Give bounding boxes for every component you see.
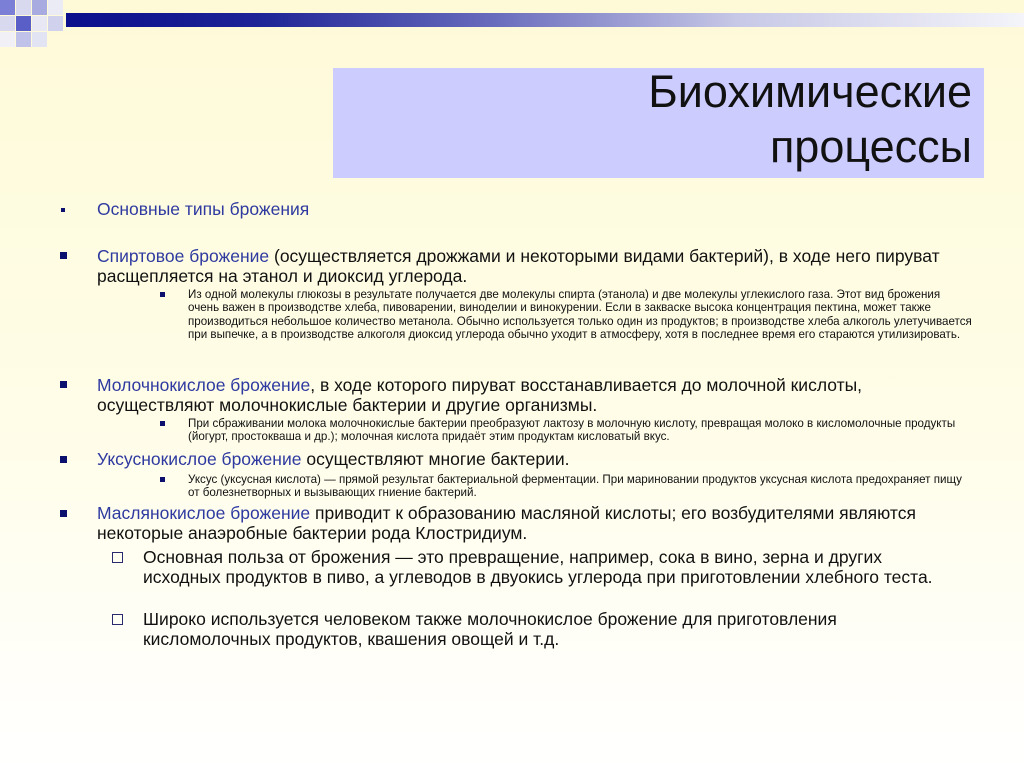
list-item — [97, 375, 977, 415]
sub-bullet-square — [160, 292, 165, 297]
fermentation-description: (осуществляется дрожжами и некоторыми видами бактерий), в ходе него пируват расщепляется на этанол и диоксид углерода. — [97, 246, 940, 286]
conclusion-item: Широко используется человеком также молочнокислое брожение для приготовления кисломолочных продуктов, квашения овощей и т.д. — [143, 609, 837, 649]
fermentation-type: Спиртовое брожение — [97, 246, 270, 266]
hollow-bullet — [112, 614, 123, 625]
bullet-square-small — [61, 208, 65, 212]
sub-bullet-square — [160, 421, 165, 426]
list-item — [97, 449, 977, 469]
fermentation-type: Молочнокислое брожение — [97, 375, 311, 395]
bullet-square — [60, 510, 67, 517]
fermentation-type: Уксуснокислое брожение — [97, 449, 302, 469]
fermentation-description: приводит к образованию масляной кислоты; его возбудителями являются некоторые анаэробные бактерии рода Клостридиум. — [97, 503, 916, 543]
fermentation-description: , в ходе которого пируват восстанавливается до молочной кислоты, осуществляют молочнокислые бактерии и другие организмы. — [97, 375, 863, 415]
hollow-bullet — [112, 552, 123, 563]
list-item-note: Уксус (уксусная кислота) — прямой результат бактериальной ферментации. При мариновании продуктов уксусная кислота предохраняет пищу от болезнетворных и вызывающих гниение бактерий. — [188, 473, 962, 500]
bullet-square — [60, 381, 67, 388]
sub-bullet-square — [160, 477, 165, 482]
fermentation-type: Маслянокислое брожение — [97, 503, 311, 523]
fermentation-description: осуществляют многие бактерии. — [301, 449, 570, 469]
list-item-note: Из одной молекулы глюкозы в результате получается две молекулы спирта (этанола) и две молекулы углекислого газа. Этот вид брожения очень важен в производстве хлеба, пивоварении, виноделии и винокурении. Если в закваске высока концентрация пектина, может также производиться небольшое количество метанола. Обычно используется только один из продуктов; в производстве хлеба алкоголь улетучивается при выпечке, а в производстве алкоголя диоксид углерода обычно уходит в атмосферу, хотя в последнее время его стараются утилизировать. — [188, 288, 972, 341]
section-subtitle: Основные типы брожения — [97, 199, 310, 219]
list-item-note: При сбраживании молока молочнокислые бактерии преобразуют лактозу в молочную кислоту, превращая молоко в кисломолочные продукты (йогурт, простокваша и др.); молочная кислота придаёт этим продуктам кисловатый вкус. — [188, 417, 956, 444]
bullet-square — [60, 456, 67, 463]
list-item — [97, 246, 977, 286]
slide-title-text: Биохимические процессы — [648, 66, 972, 172]
list-item — [97, 503, 977, 543]
conclusion-item: Основная польза от брожения — это превращение, например, сока в вино, зерна и других исходных продуктов в пиво, а углеводов в двуокись углерода при приготовлении хлебного теста. — [143, 547, 933, 587]
bullet-square — [60, 252, 67, 259]
